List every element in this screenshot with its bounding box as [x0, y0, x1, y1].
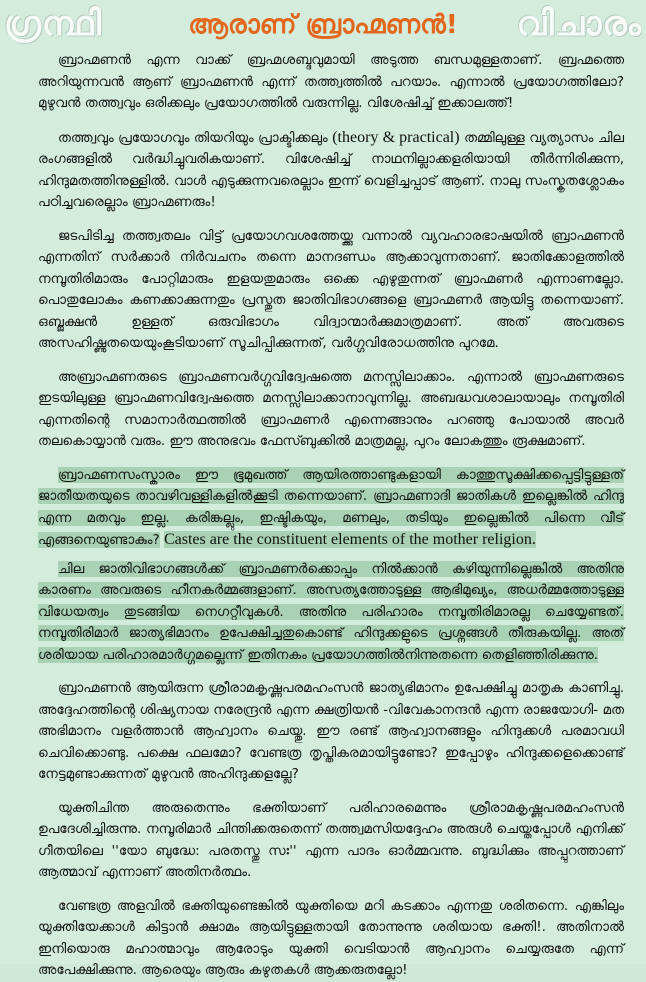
watermark-right-logo: വിചാരം: [516, 4, 642, 44]
paragraph-1: ബ്രാഹ്മണൻ എന്ന വാക്ക് ബ്രഹ്മശബ്ദവുമായി അടുത്ത ബന്ധമുള്ളതാണ്. ബ്രഹ്മത്തെ അറിയുന്നവൻ ആണ് ബ്രാഹ്മണൻ എന്ന് തത്ത്വത്തിൽ പറയാം. എന്നാൽ പ്രയോഗത്തിലോ? മുഴുവൻ തത്ത്വവും ഒരിക്കലും പ്രയോഗത്തിൽ വരുന്നില്ല. വിശേഷിച്ച് ഇക്കാലത്ത്!: [38, 52, 624, 111]
paragraph-2-text-a: തത്ത്വവും പ്രയോഗവും തിയറിയും പ്രാക്ടിക്കലും: [58, 129, 328, 146]
paragraph-8: യുക്തിചിന്ത അരുതെന്നും ഭക്തിയാണ് പരിഹാരമെന്നും ശ്രീരാമകൃഷ്ണപരമഹംസൻ ഉപദേശിച്ചിരുന്നു. നമ്പൂരിമാർ ചിന്തിക്കരുതെന്ന് തത്ത്വമസിയദ്ദേഹം അരുൾ ചെയ്തപ്പോൾ എനിക്ക് ഗീതയിലെ ''യോ ബുദ്ധേ: പരതസ്തു സഃ'' എന്ന പാദം ഓർമ്മവന്നു. ബുദ്ധിക്കും അപ്പുറത്താണ് ആത്മാവ് എന്നാണ് അതിനർത്ഥം.: [38, 799, 624, 880]
paragraph-5-english: Castes are the constituent elements of the mother religion.: [163, 531, 536, 548]
paragraph-2-text-b: തമ്മിലുള്ള വ്യത്യാസം ചില രംഗങ്ങളിൽ വർദ്ധിച്ചുവരികയാണ്. വിശേഷിച്ച് നാഥനില്ലാക്കളരിയായി തീർന്നിരിക്കുന്ന, ഹിന്ദുമതത്തിനുള്ളിൽ. വാൾ എടുക്കുന്നവരെല്ലാം ഇന്ന് വെളിച്ചപ്പാട് ആണ്. നാലു സംസ്കൃതശ്ലോകം പഠിച്ചവരെല്ലാം ബ്രാഹ്മണരും!: [38, 129, 625, 210]
paragraph-2: [38, 127, 624, 214]
page-header: [0, 0, 646, 50]
paragraph-7: ബ്രാഹ്മണൻ ആയിരുന്ന ശ്രീരാമകൃഷ്ണപരമഹംസൻ ജാത്യഭിമാനം ഉപേക്ഷിച്ചു മാതൃക കാണിച്ചു. അദ്ദേഹത്തിന്റെ ശിഷ്യനായ നരേന്ദ്രൻ എന്ന ക്ഷത്രിയൻ -വിവേകാനന്ദൻ എന്ന രാജയോഗി- മത അഭിമാനം വളർത്താൻ ആഹ്വാനം ചെയ്തു. ഈ രണ്ട് ആഹ്വാനങ്ങളും ഹിന്ദുക്കൾ പരമാവധി ചെവിക്കൊണ്ടു. പക്ഷെ ഫലമോ? വേണ്ടത്ര തൃപ്തികരമായിട്ടുണ്ടോ? ഇപ്പോഴും ഹിന്ദുക്കളെക്കൊണ്ട് നേട്ടമുണ്ടാക്കുന്നത് മുഴുവൻ അഹിന്ദുക്കളല്ലേ?: [38, 680, 624, 782]
watermark-left-logo: ഗ്രന്ഥി: [4, 4, 102, 44]
paragraph-4: അബ്രാഹ്മണരുടെ ബ്രാഹ്മണവർഗ്ഗവിദ്വേഷത്തെ മനസ്സിലാക്കാം. എന്നാൽ ബ്രാഹ്മണരുടെ ഇടയിലുള്ള ബ്രാഹ്മണവിദ്വേഷത്തെ മനസ്സിലാക്കാനാവുന്നില്ല. അബദ്ധവശാലായാലും നമ്പൂതിരി എന്നതിന്റെ സമാനാർത്ഥത്തിൽ ബ്രാഹ്മണർ എന്നെങ്ങാനും പറഞ്ഞു പോയാൽ അവർ തലകൊയ്യാൻ വരും. ഈ അനുഭവം ഫേസ്ബുക്കിൽ മാത്രമല്ല, പുറം ലോകത്തും രൂക്ഷമാണ്.: [38, 368, 624, 449]
paragraph-9: വേണ്ടത്ര അളവിൽ ഭക്തിയുണ്ടെങ്കിൽ യുക്തിയെ മറി കടക്കാം എന്നതു ശരിതന്നെ. എങ്കിലും യുക്തിയേക്കാൾ കിട്ടാൻ ക്ഷാമം ആയിട്ടുള്ളതായി തോന്നുന്നു ശരിയായ ഭക്തി!. അതിനാൽ ഇനിയൊരു മഹാത്മാവും ആരോടും യുക്തി വെടിയാൻ ആഹ്വാനം ചെയ്യരുതേ എന്ന് അപേക്ഷിക്കുന്നു. ആരെയും ആരും കഴുതകൾ ആക്കരുതല്ലോ!: [38, 897, 624, 978]
paragraph-2-english: (theory & practical): [332, 128, 460, 146]
paragraph-6: [38, 559, 624, 667]
paragraph-5-text: ബ്രാഹ്മണസംസ്കാരം ഈ ഭൂമുഖത്ത് ആയിരത്താണ്ടുകളായി കാത്തുസൂക്ഷിക്കപ്പെട്ടിട്ടുള്ളത് ജാതീയതയുടെ താവഴിവള്ളികളിൽക്കൂടി തന്നെയാണ്. ബ്രാഹ്മണാദി ജാതികൾ ഇല്ലെങ്കിൽ ഹിന്ദു എന്ന മതവും ഇല്ല. കരിങ്കല്ലും, ഇഷ്ടികയും, മണലും, തടിയും ഇല്ലെങ്കിൽ പിന്നെ വീട് എങ്ങനെയുണ്ടാകും?: [38, 466, 624, 548]
paragraph-3: ജടപിടിച്ച തത്ത്വതലം വിട്ട് പ്രയോഗവശത്തേയ്ക്കു വന്നാൽ വ്യവഹാരഭാഷയിൽ ബ്രാഹ്മണൻ എന്നതിന് സർക്കാർ നിർവചനം തന്നെ മാനദണ്ഡം ആക്കാവുന്നതാണ്. ജാതിക്കോളത്തിൽ നമ്പൂതിരിമാരും പോറ്റിമാരും ഇളയതുമാരും ഒക്കെ എഴുതുന്നത് ബ്രാഹ്മണർ എന്നാണല്ലോ. പൊതുലോകം കണക്കാക്കുന്നതും പ്രസ്തുത ജാതിവിഭാഗങ്ങളെ ബ്രാഹ്മണർ ആയിട്ടു തന്നെയാണ്. ഒബ്ജക്ഷൻ ഉള്ളത് ഒരുവിഭാഗം വിദ്വാന്മാർക്കുമാത്രമാണ്. അത് അവരുടെ അസഹിഷ്ണുതയെയുംകൂടിയാണ് സൂചിപ്പിക്കുന്നത്, വർഗ്ഗവിരോധത്തിനു പുറമേ.: [38, 227, 624, 351]
article-body: [0, 50, 646, 982]
paragraph-5-highlighted: [38, 465, 624, 552]
paragraph-6-text: ചില ജാതിവിഭാഗങ്ങൾക്ക് ബ്രാഹ്മണർക്കൊപ്പം നിൽക്കാൻ കഴിയുന്നില്ലെങ്കിൽ അതിനു കാരണം അവരുടെ ഹീനകർമ്മങ്ങളാണ്. അസത്യത്തോടുള്ള ആഭിമുഖ്യം, അധർമ്മത്തോടുള്ള വിധേയത്വം തുടങ്ങിയ നെഗറ്റീവുകൾ. അതിനു പരിഹാരം നമ്പൂതിരിമാരല്ല ചെയ്യേണ്ടത്. നമ്പൂതിരിമാർ ജാത്യഭിമാനം ഉപേക്ഷിച്ചതുകൊണ്ട് ഹിന്ദുക്കളുടെ പ്രശ്നങ്ങൾ തീരുകയില്ല. അത് ശരിയായ പരിഹാരമാർഗ്ഗമല്ലെന്ന് ഇതിനകം പ്രയോഗത്തിൽനിന്നുതന്നെ തെളിഞ്ഞിരിക്കുന്നു.: [38, 560, 624, 663]
page-title: ആരാണ് ബ്രാഹ്മണൻ!: [188, 9, 458, 40]
